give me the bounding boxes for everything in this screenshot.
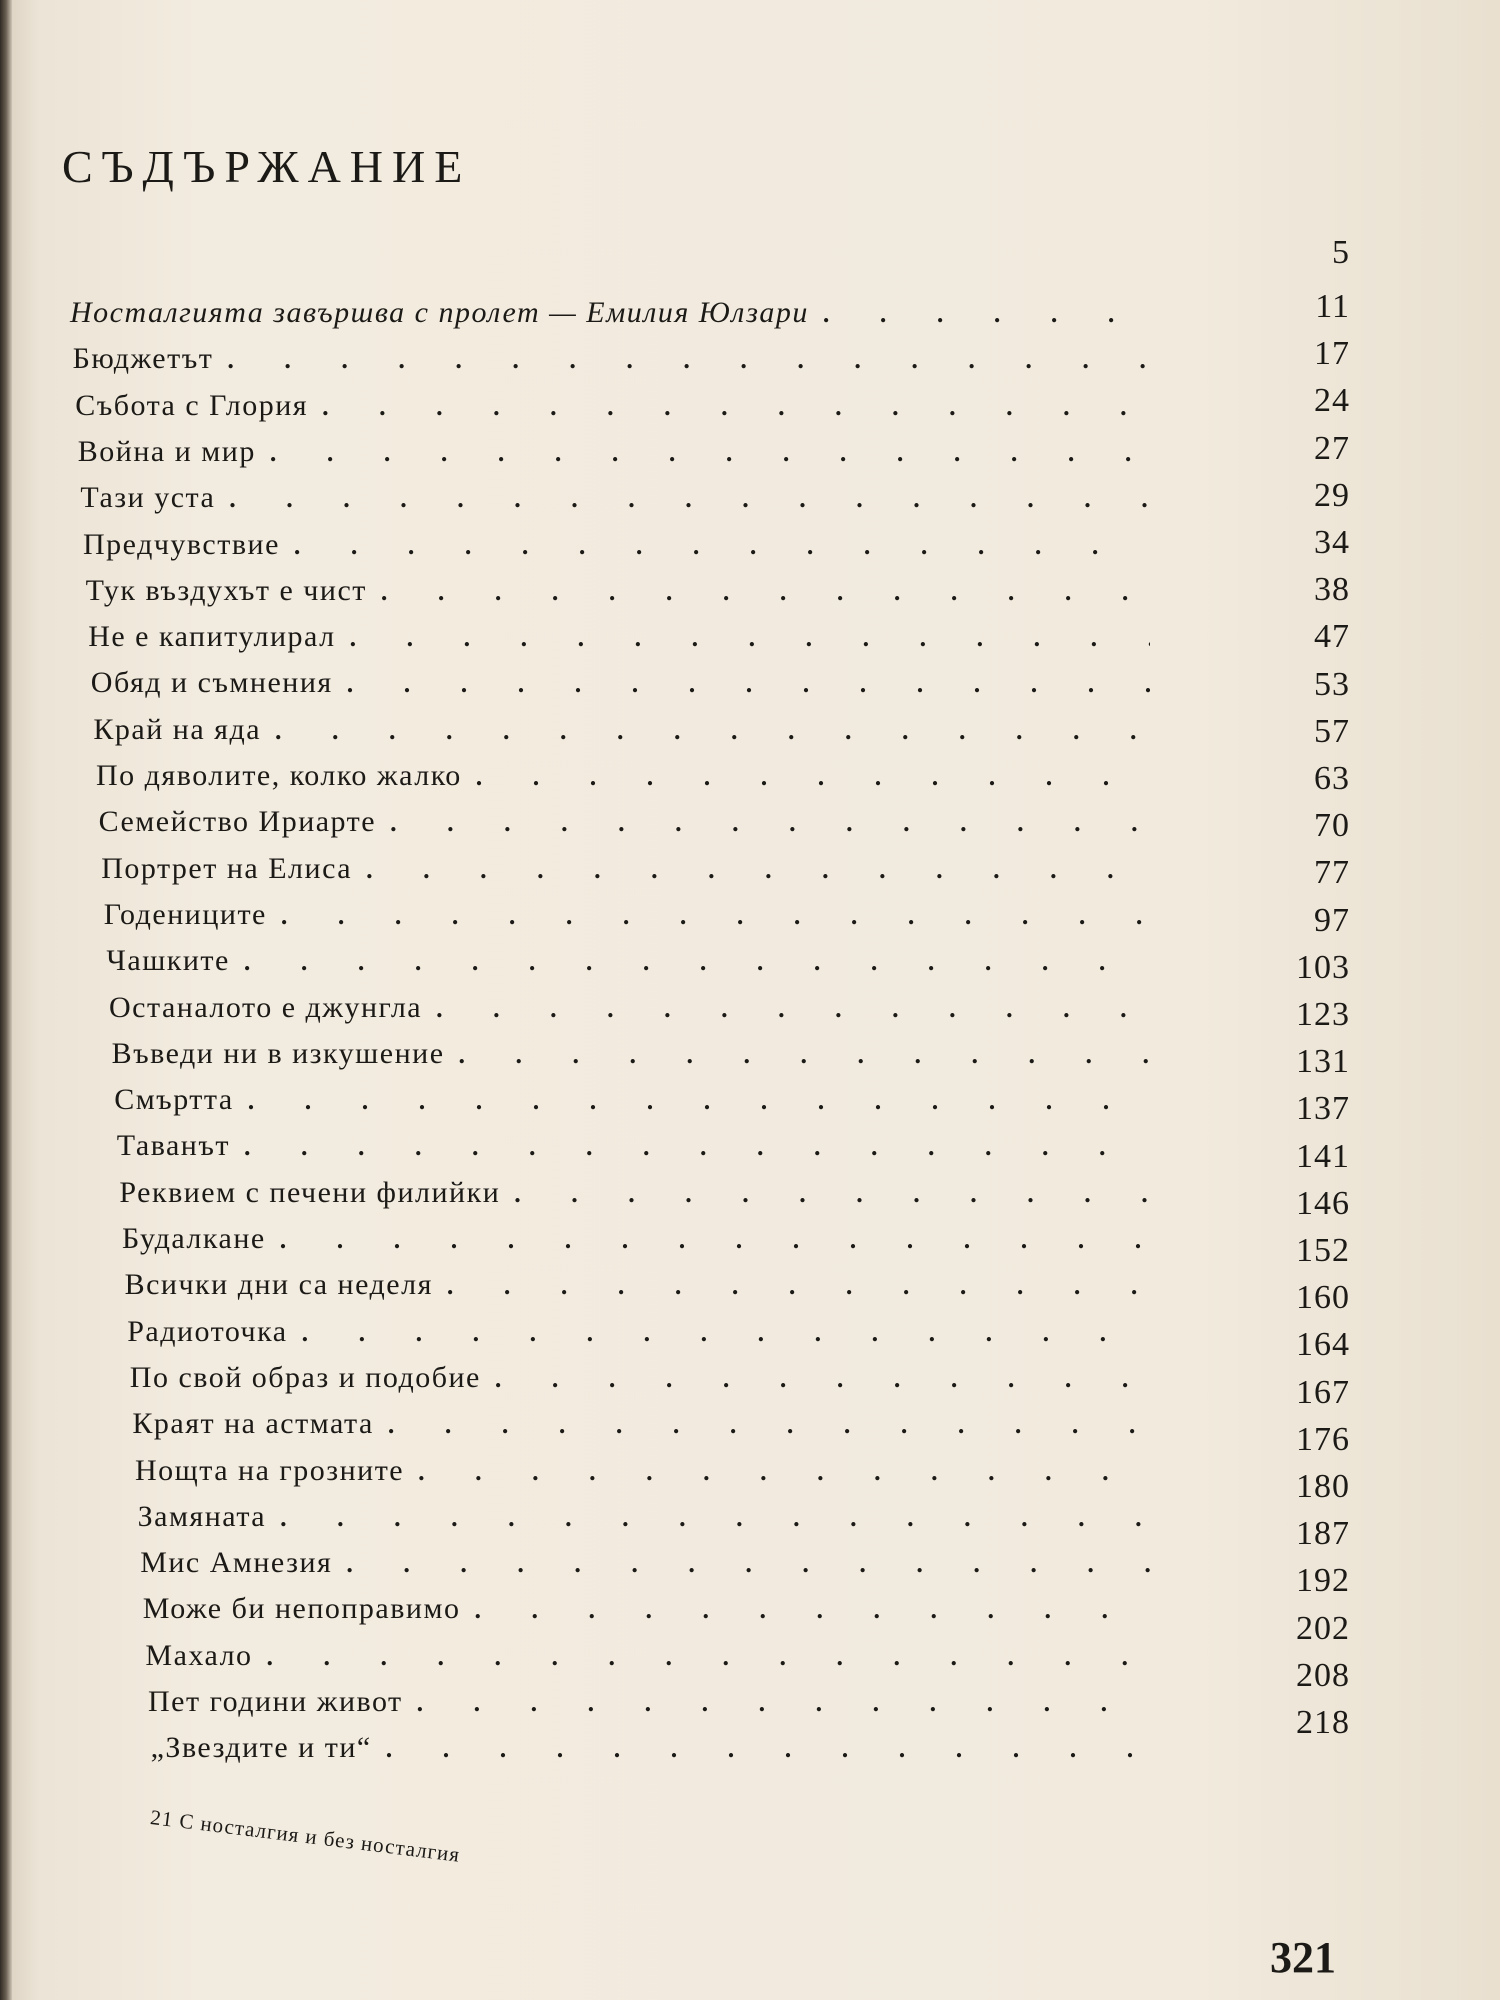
- toc-entry-page-number: 137: [1296, 1090, 1350, 1128]
- toc-leader-dots: [476, 762, 1150, 792]
- toc-entry-page-number: 103: [1296, 948, 1350, 986]
- footer-signature: 21 С носталгия и без носталгия: [149, 1805, 462, 1867]
- toc-entry-title: Война и мир: [77, 434, 256, 468]
- toc-entry-title: Смъртта: [114, 1083, 234, 1117]
- toc-entry-page-number: 53: [1314, 665, 1350, 703]
- toc-entry-title: Обяд и съмнения: [90, 666, 333, 700]
- toc-entry-title: Може би непоправимо: [142, 1592, 461, 1626]
- toc-entry-page-number: 17: [1314, 335, 1350, 373]
- toc-entry: [112, 1037, 1160, 1071]
- toc-entry-title: Таванът: [116, 1129, 230, 1163]
- toc-entry-title: Предчувствие: [83, 527, 280, 561]
- toc-leader-dots: [418, 1457, 1150, 1487]
- toc-entry-title: Нощта на грозните: [135, 1453, 405, 1487]
- toc-leader-dots: [823, 299, 1150, 329]
- toc-entry: [101, 852, 1160, 886]
- toc-leader-dots: [495, 1364, 1150, 1394]
- toc-entry: [117, 1129, 1160, 1163]
- toc-entry-title: Тази уста: [80, 481, 216, 515]
- toc-entry-title: По свой образ и подобие: [129, 1360, 481, 1394]
- toc-entry-page-number: 97: [1314, 901, 1350, 939]
- toc-entry: [93, 713, 1160, 747]
- page-number: 321: [1270, 1933, 1336, 1982]
- toc-entry-title: „Звездите и ти“: [150, 1731, 372, 1765]
- toc-leader-dots: [244, 1132, 1150, 1162]
- toc-entry-page-number: 176: [1296, 1420, 1350, 1458]
- toc-entry-title: Краят на астмата: [132, 1407, 374, 1441]
- toc-entry-page-number: 57: [1314, 712, 1350, 750]
- toc-entry-title: Портрет на Елиса: [101, 851, 353, 885]
- toc-leader-dots: [388, 1410, 1150, 1440]
- toc-entry: [125, 1268, 1160, 1302]
- toc-leader-dots: [302, 1318, 1150, 1348]
- toc-entry-title: Годениците: [103, 897, 267, 931]
- toc-lead-page-number: 5: [1332, 234, 1350, 271]
- toc-entry: [75, 389, 1160, 423]
- toc-entry-page-number: 164: [1296, 1326, 1350, 1364]
- toc-entry: [145, 1639, 1160, 1673]
- toc-entry-page-number: 27: [1314, 429, 1350, 467]
- toc-entry-page-number: 77: [1314, 854, 1350, 892]
- toc-entry-title: Тук въздухът е чист: [85, 573, 367, 607]
- toc-entry-title: Събота с Глория: [75, 388, 309, 422]
- toc-entry: [119, 1176, 1160, 1210]
- toc-leader-dots: [229, 484, 1150, 514]
- toc-leader-dots: [447, 1271, 1150, 1301]
- toc-entry-page-number: 180: [1296, 1468, 1350, 1505]
- toc-entry: [148, 1685, 1160, 1719]
- toc-entry-title: Останалото е джунгла: [109, 990, 423, 1024]
- toc-entry-page-number: 192: [1296, 1562, 1350, 1600]
- toc-entry-page-number: 167: [1296, 1373, 1350, 1411]
- toc-entry-page-number: 187: [1296, 1515, 1350, 1553]
- toc-leader-dots: [346, 1549, 1150, 1579]
- toc-leader-dots: [280, 1503, 1150, 1533]
- toc-leader-dots: [386, 1734, 1150, 1764]
- toc-entry: [132, 1407, 1160, 1441]
- toc-entry-title: Край на яда: [93, 712, 262, 746]
- toc-entry-page-number: 34: [1314, 524, 1350, 561]
- toc-entry-title: Замяната: [137, 1499, 267, 1533]
- toc-entry-page-number: 11: [1315, 288, 1350, 325]
- toc-leader-dots: [390, 808, 1150, 838]
- toc-entry-page-number: 208: [1296, 1656, 1350, 1694]
- toc-entry-page-number: 131: [1296, 1043, 1350, 1081]
- toc-entry-page-number: 63: [1314, 760, 1350, 797]
- toc-leader-dots: [514, 1179, 1150, 1209]
- toc-entry: [80, 481, 1160, 515]
- toc-leader-dots: [350, 623, 1150, 653]
- toc-entry-title: Бюджетът: [72, 342, 214, 376]
- toc-entry-title: Радиоточка: [127, 1314, 288, 1348]
- toc-entry: [143, 1592, 1160, 1626]
- toc-entry-title: По дяволите, колко жалко: [96, 759, 462, 792]
- toc-entry: [99, 805, 1160, 839]
- toc-entry-title: Чашките: [106, 944, 230, 978]
- toc-entry: [151, 1731, 1160, 1765]
- toc-leader-dots: [381, 577, 1150, 607]
- toc-entry-title: Всички дни са неделя: [124, 1268, 433, 1302]
- toc-entry: [127, 1315, 1160, 1349]
- toc-entry-page-number: 24: [1314, 382, 1350, 420]
- toc-entry: [78, 435, 1160, 469]
- toc-entry-title: Пет години живот: [148, 1685, 403, 1718]
- toc-entry: [70, 296, 1160, 330]
- toc-entry-page-number: 152: [1296, 1232, 1350, 1269]
- toc-leader-dots: [436, 994, 1150, 1024]
- toc-entry-title: Реквием с печени филийки: [119, 1175, 501, 1209]
- toc-entry: [109, 991, 1160, 1025]
- toc-entry: [83, 528, 1160, 562]
- toc-entry-page-number: 47: [1314, 618, 1350, 656]
- toc-entry: [91, 666, 1160, 700]
- toc-entry: [96, 759, 1160, 793]
- toc-entry-title: Мис Амнезия: [140, 1546, 333, 1580]
- toc-entry: [138, 1500, 1160, 1534]
- toc-leader-dots: [267, 1642, 1150, 1672]
- toc-entry: [86, 574, 1160, 608]
- toc-entry-page-number: 141: [1296, 1137, 1350, 1175]
- toc-entry-page-number: 29: [1314, 476, 1350, 514]
- toc-entry-page-number: 218: [1296, 1704, 1350, 1741]
- toc-leader-dots: [244, 947, 1150, 977]
- toc-entry: [106, 944, 1160, 978]
- toc-entry-page-number: 160: [1296, 1279, 1350, 1317]
- toc-entry-page-number: 202: [1296, 1609, 1350, 1647]
- toc-entry: [104, 898, 1160, 932]
- toc-leader-dots: [366, 855, 1150, 885]
- toc-leader-dots: [474, 1595, 1150, 1625]
- toc-entry-title: Не е капитулирал: [88, 620, 336, 654]
- toc-entry-page-number: 70: [1314, 807, 1350, 845]
- toc-leader-dots: [270, 438, 1150, 468]
- toc-entry-title: Въведи ни в изкушение: [111, 1036, 445, 1070]
- toc-leader-dots: [275, 716, 1150, 746]
- toc-entry: [135, 1454, 1160, 1488]
- toc-entry: [114, 1083, 1160, 1117]
- contents-heading: СЪДЪРЖАНИЕ: [62, 141, 472, 192]
- toc-entry: [88, 620, 1160, 654]
- toc-leader-dots: [417, 1688, 1150, 1718]
- toc-entry-title: Махало: [145, 1638, 253, 1672]
- toc-entry: [122, 1222, 1160, 1256]
- toc-entry-page-number: 38: [1314, 571, 1350, 609]
- toc-entry: [73, 342, 1160, 376]
- toc-leader-dots: [280, 1225, 1150, 1255]
- toc-leader-dots: [347, 669, 1150, 699]
- toc-entry-title: Будалкане: [122, 1222, 266, 1255]
- toc-leader-dots: [322, 392, 1150, 422]
- toc-entry-page-number: 146: [1296, 1184, 1350, 1222]
- toc-leader-dots: [227, 345, 1150, 375]
- toc-leader-dots: [281, 901, 1150, 931]
- toc-entry-title: Носталгията завършва с пролет — Емилия Юлзари: [70, 296, 809, 329]
- toc-leader-dots: [294, 531, 1150, 561]
- toc-entry: [130, 1361, 1160, 1395]
- toc-leader-dots: [459, 1040, 1150, 1070]
- toc-leader-dots: [248, 1086, 1150, 1116]
- toc-entry: [140, 1546, 1160, 1580]
- toc-entry-title: Семейство Ириарте: [98, 805, 377, 839]
- toc-entry-page-number: 123: [1296, 996, 1350, 1033]
